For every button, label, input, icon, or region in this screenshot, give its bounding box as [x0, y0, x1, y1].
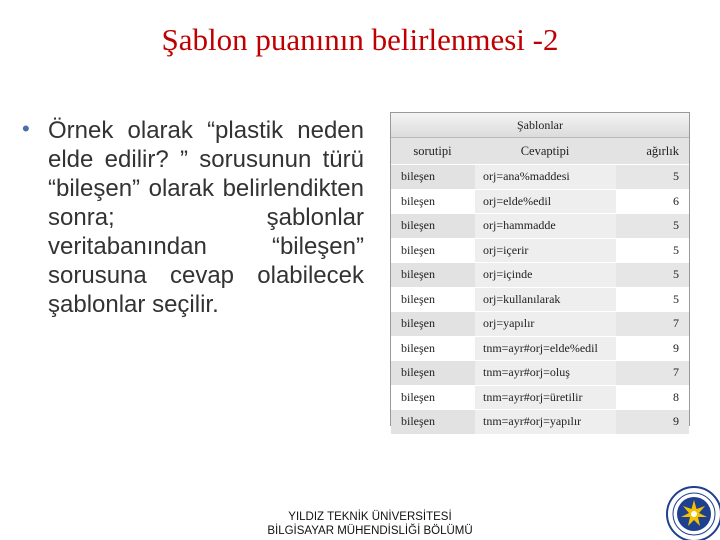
cell-sorutipi: bileşen	[391, 361, 475, 386]
table-row	[391, 410, 689, 434]
table-row	[391, 189, 689, 214]
footer-university: YILDIZ TEKNİK ÜNİVERSİTESİ	[288, 511, 452, 523]
cell-agirlik: 7	[616, 361, 689, 386]
table-row	[391, 312, 689, 337]
bullet-list	[22, 116, 364, 319]
cell-cevaptipi: orj=içerir	[475, 238, 616, 263]
cell-agirlik: 5	[616, 214, 689, 239]
table-row	[391, 238, 689, 263]
header-sorutipi: sorutipi	[391, 138, 475, 165]
bullet-dot-icon: •	[22, 116, 30, 141]
cell-sorutipi: bileşen	[391, 410, 475, 434]
cell-sorutipi: bileşen	[391, 214, 475, 239]
cell-sorutipi: bileşen	[391, 238, 475, 263]
table-row	[391, 336, 689, 361]
table-row	[391, 385, 689, 410]
bullet-text: Örnek olarak “plastik neden elde edilir? ” sorusunun türü “bileşen” olarak belirlendikten sonra; şablonlar veritabanından “bileşen” sorusuna cevap olabilecek şablonlar seçilir.	[48, 117, 364, 318]
cell-sorutipi: bileşen	[391, 165, 475, 190]
cell-agirlik: 6	[616, 189, 689, 214]
header-cevaptipi: Cevaptipi	[475, 138, 616, 165]
cell-agirlik: 7	[616, 312, 689, 337]
cell-agirlik: 5	[616, 287, 689, 312]
footer-department: BİLGİSAYAR MÜHENDİSLİĞİ BÖLÜMÜ	[267, 525, 473, 537]
table-row	[391, 263, 689, 288]
cell-cevaptipi: tnm=ayr#orj=elde%edil	[475, 336, 616, 361]
table-row	[391, 214, 689, 239]
cell-cevaptipi: tnm=ayr#orj=oluş	[475, 361, 616, 386]
cell-cevaptipi: orj=elde%edil	[475, 189, 616, 214]
cell-cevaptipi: tnm=ayr#orj=yapılır	[475, 410, 616, 434]
templates-table	[390, 112, 690, 429]
table-row	[391, 361, 689, 386]
cell-cevaptipi: orj=içinde	[475, 263, 616, 288]
table-row	[391, 165, 689, 190]
table-body	[391, 165, 689, 434]
cell-cevaptipi: orj=ana%maddesi	[475, 165, 616, 190]
cell-sorutipi: bileşen	[391, 287, 475, 312]
slide-title: Şablon puanının belirlenmesi -2	[161, 22, 559, 57]
cell-agirlik: 5	[616, 165, 689, 190]
cell-agirlik: 9	[616, 410, 689, 434]
footer	[220, 510, 520, 538]
university-seal-icon	[664, 484, 720, 540]
cell-cevaptipi: orj=hammadde	[475, 214, 616, 239]
cell-agirlik: 8	[616, 385, 689, 410]
cell-cevaptipi: orj=kullanılarak	[475, 287, 616, 312]
cell-sorutipi: bileşen	[391, 385, 475, 410]
table-banner: Şablonlar	[391, 113, 689, 138]
cell-cevaptipi: orj=yapılır	[475, 312, 616, 337]
table-row	[391, 287, 689, 312]
cell-sorutipi: bileşen	[391, 263, 475, 288]
templates-grid	[391, 138, 689, 434]
cell-sorutipi: bileşen	[391, 189, 475, 214]
cell-agirlik: 5	[616, 263, 689, 288]
cell-sorutipi: bileşen	[391, 312, 475, 337]
cell-agirlik: 5	[616, 238, 689, 263]
header-agirlik: ağırlık	[616, 138, 689, 165]
table-header-row	[391, 138, 689, 165]
cell-cevaptipi: tnm=ayr#orj=üretilir	[475, 385, 616, 410]
cell-agirlik: 9	[616, 336, 689, 361]
cell-sorutipi: bileşen	[391, 336, 475, 361]
